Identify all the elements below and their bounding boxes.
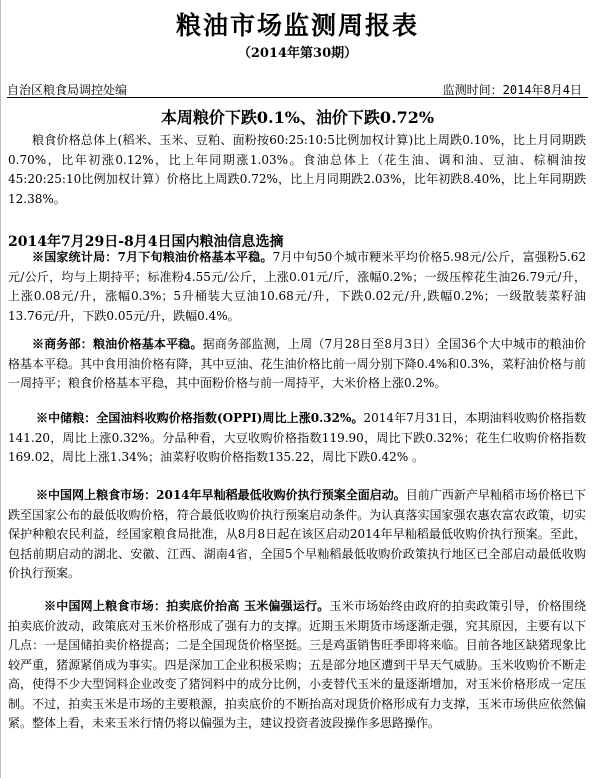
news-item-body: 玉米市场始终由政府的拍卖政策引导，价格围绕拍卖底价波动，政策底对玉米价格形成了强有力的支撑。近期玉米期货市场逐渐走强，究其原因，主要有以下几点：一是国储拍卖价格提高；二是全国现货价格坚挺。三是鸡蛋销售旺季即将来临。目前各地区缺猪现象比较严重，猪源紧俏成为事实。四是深加工企业积极采购；五是部分地区遭到干旱天气威胁。玉米收购价不断走高，使得不少大型饲料企业改变了猪饲料中的成分比例，小麦替代玉米的量逐渐增加，对玉米价格形成一定压制。不过，拍卖玉米是市场的主要粮源，拍卖底价的不断抬高对现货价格形成有力支撑，玉米市场供应依然偏紧。整体上看，未来玉米行情仍将以偏强为主，建议投资者波段操作多思路操作。 — [8, 599, 586, 730]
news-item-lead: ※中国网上粮食市场：2014年早籼稻最低收购价执行预案全面启动。 — [36, 488, 406, 502]
weekly-headline: 本周粮价下跌0.1%、油价下跌0.72% — [160, 108, 435, 127]
monitor-date-label: 监测时间：2014年8月4日 — [442, 83, 582, 97]
news-item-early-rice — [8, 486, 586, 584]
summary-paragraph: 粮食价格总体上(稻米、玉米、豆粕、面粉按60:25:10:5比例加权计算)比上周跌0.10%，比上月同期跌0.70%，比年初涨0.12%，比上年同期涨1.03%。食油总体上（花生油、调和油、豆油、棕榈油按45:20:25:10比例加权计算）价格比上周跌0.72%，比上月同期跌2.03%，比年初跌8.40%，比上年同期跌12.38%。 — [8, 133, 586, 206]
news-item-body: 目前广西新产早籼稻市场价格已下跌至国家公布的最低收购价格，符合最低收购价执行预案启动条件。为认真落实国家强农惠农富农政策，切实保护种粮农民利益，经国家粮食局批准，从8月8日起在该区启动2014年早籼稻最低收购价执行预案。至此，包括前期启动的湖北、安徽、江西、湖南4省，全国5个早籼稻最低收购价政策执行地区已全部启动最低收购价执行预案。 — [8, 488, 586, 580]
report-meta-bar — [7, 81, 588, 98]
news-item-lead: ※中国网上粮食市场：拍卖底价抬高 玉米偏强运行。 — [44, 599, 330, 613]
report-title: 粮油市场监测周报表 — [175, 11, 419, 40]
news-item-lead: ※中储粮：全国油料收购价格指数(OPPI)周比上涨0.32%。 — [36, 411, 364, 425]
publisher-label: 自治区粮食局调控处编 — [7, 83, 128, 97]
section-title: 2014年7月29日-8月4日国内粮油信息选摘 — [8, 234, 284, 250]
news-item-stats-bureau — [8, 248, 586, 326]
news-item-corn — [8, 597, 586, 734]
news-item-lead: ※国家统计局：7月下旬粮油价格基本平稳。 — [32, 250, 273, 264]
news-item-lead: ※商务部：粮油价格基本平稳。 — [32, 337, 203, 351]
news-item-commerce-ministry — [8, 335, 586, 394]
news-item-body: 据商务部监测，上周（7月28日至8月3日）全国36个大中城市的粮油价格基本平稳。其中食用油价格有降，其中豆油、花生油价格比前一周分别下降0.4%和0.3%，菜籽油价格与前一周持平；粮食价格基本平稳，其中面粉价格与前一周持平，大米价格上涨0.2%。 — [8, 337, 586, 390]
issue-number: （2014年第30期） — [237, 46, 358, 61]
news-item-body: 2014年7月31日，本期油料收购价格指数141.20，周比上涨0.32%。分品种看，大豆收购价格指数119.90，周比下跌0.32%；花生仁收购价格指数169.02，周比上涨1.34%；油菜籽收购价格指数135.22，周比下跌0.42% 。 — [8, 411, 586, 464]
news-item-body: 7月中旬50个城市粳米平均价格5.98元/公斤，富强粉5.62元/公斤，均与上期持平；标准粉4.55元/公斤，上涨0.01元/斤，涨幅0.2%；一级压榨花生油26.79元/升，上涨0.08元/升，涨幅0.3%；5升桶装大豆油10.68元/升，下跌0.02元/升,跌幅0.2%；一级散装菜籽油13.76元/升，下跌0.05元/升，跌幅0.4%。 — [8, 250, 586, 323]
news-item-sinograin — [8, 409, 586, 468]
